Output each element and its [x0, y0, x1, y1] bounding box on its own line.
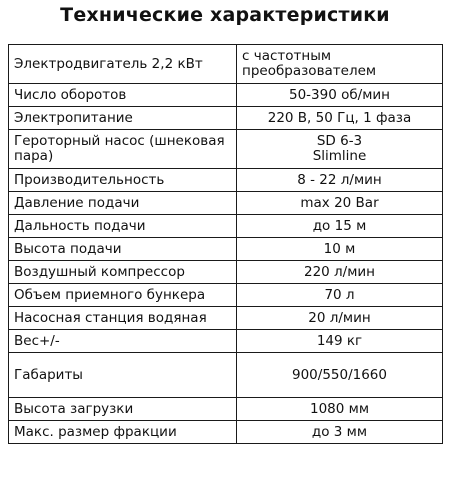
spec-label: Вес+/-	[9, 330, 237, 353]
table-row	[9, 169, 443, 192]
spec-value: 149 кг	[237, 330, 443, 353]
spec-label: Воздушный компрессор	[9, 261, 237, 284]
spec-value: 8 - 22 л/мин	[237, 169, 443, 192]
spec-value: до 3 мм	[237, 421, 443, 444]
spec-value: 900/550/1660	[237, 353, 443, 398]
spec-label: Электродвигатель 2,2 кВт	[9, 45, 237, 84]
table-row	[9, 130, 443, 169]
table-row	[9, 284, 443, 307]
spec-value: 20 л/мин	[237, 307, 443, 330]
spec-value: с частотным преобразователем	[237, 45, 443, 84]
spec-label: Насосная станция водяная	[9, 307, 237, 330]
table-row	[9, 192, 443, 215]
spec-label: Давление подачи	[9, 192, 237, 215]
spec-value: 70 л	[237, 284, 443, 307]
table-row	[9, 107, 443, 130]
spec-label: Производительность	[9, 169, 237, 192]
table-row	[9, 215, 443, 238]
spec-value: SD 6-3 Slimline	[237, 130, 443, 169]
spec-value: max 20 Bar	[237, 192, 443, 215]
table-row	[9, 353, 443, 398]
spec-value: 10 м	[237, 238, 443, 261]
spec-value: до 15 м	[237, 215, 443, 238]
table-row	[9, 421, 443, 444]
spec-value: 220 В, 50 Гц, 1 фаза	[237, 107, 443, 130]
spec-label: Число оборотов	[9, 84, 237, 107]
spec-value: 220 л/мин	[237, 261, 443, 284]
table-row	[9, 307, 443, 330]
table-row	[9, 84, 443, 107]
spec-label: Высота загрузки	[9, 398, 237, 421]
spec-label: Объем приемного бункера	[9, 284, 237, 307]
specs-table	[8, 44, 443, 444]
spec-label: Героторный насос (шнековая пара)	[9, 130, 237, 169]
table-row	[9, 238, 443, 261]
table-row	[9, 330, 443, 353]
table-row	[9, 261, 443, 284]
spec-label: Макс. размер фракции	[9, 421, 237, 444]
spec-value: 50-390 об/мин	[237, 84, 443, 107]
table-row	[9, 45, 443, 84]
table-row	[9, 398, 443, 421]
spec-label: Дальность подачи	[9, 215, 237, 238]
page-title: Технические характеристики	[60, 4, 390, 26]
spec-label: Габариты	[9, 353, 237, 398]
spec-label: Электропитание	[9, 107, 237, 130]
spec-label: Высота подачи	[9, 238, 237, 261]
spec-value: 1080 мм	[237, 398, 443, 421]
